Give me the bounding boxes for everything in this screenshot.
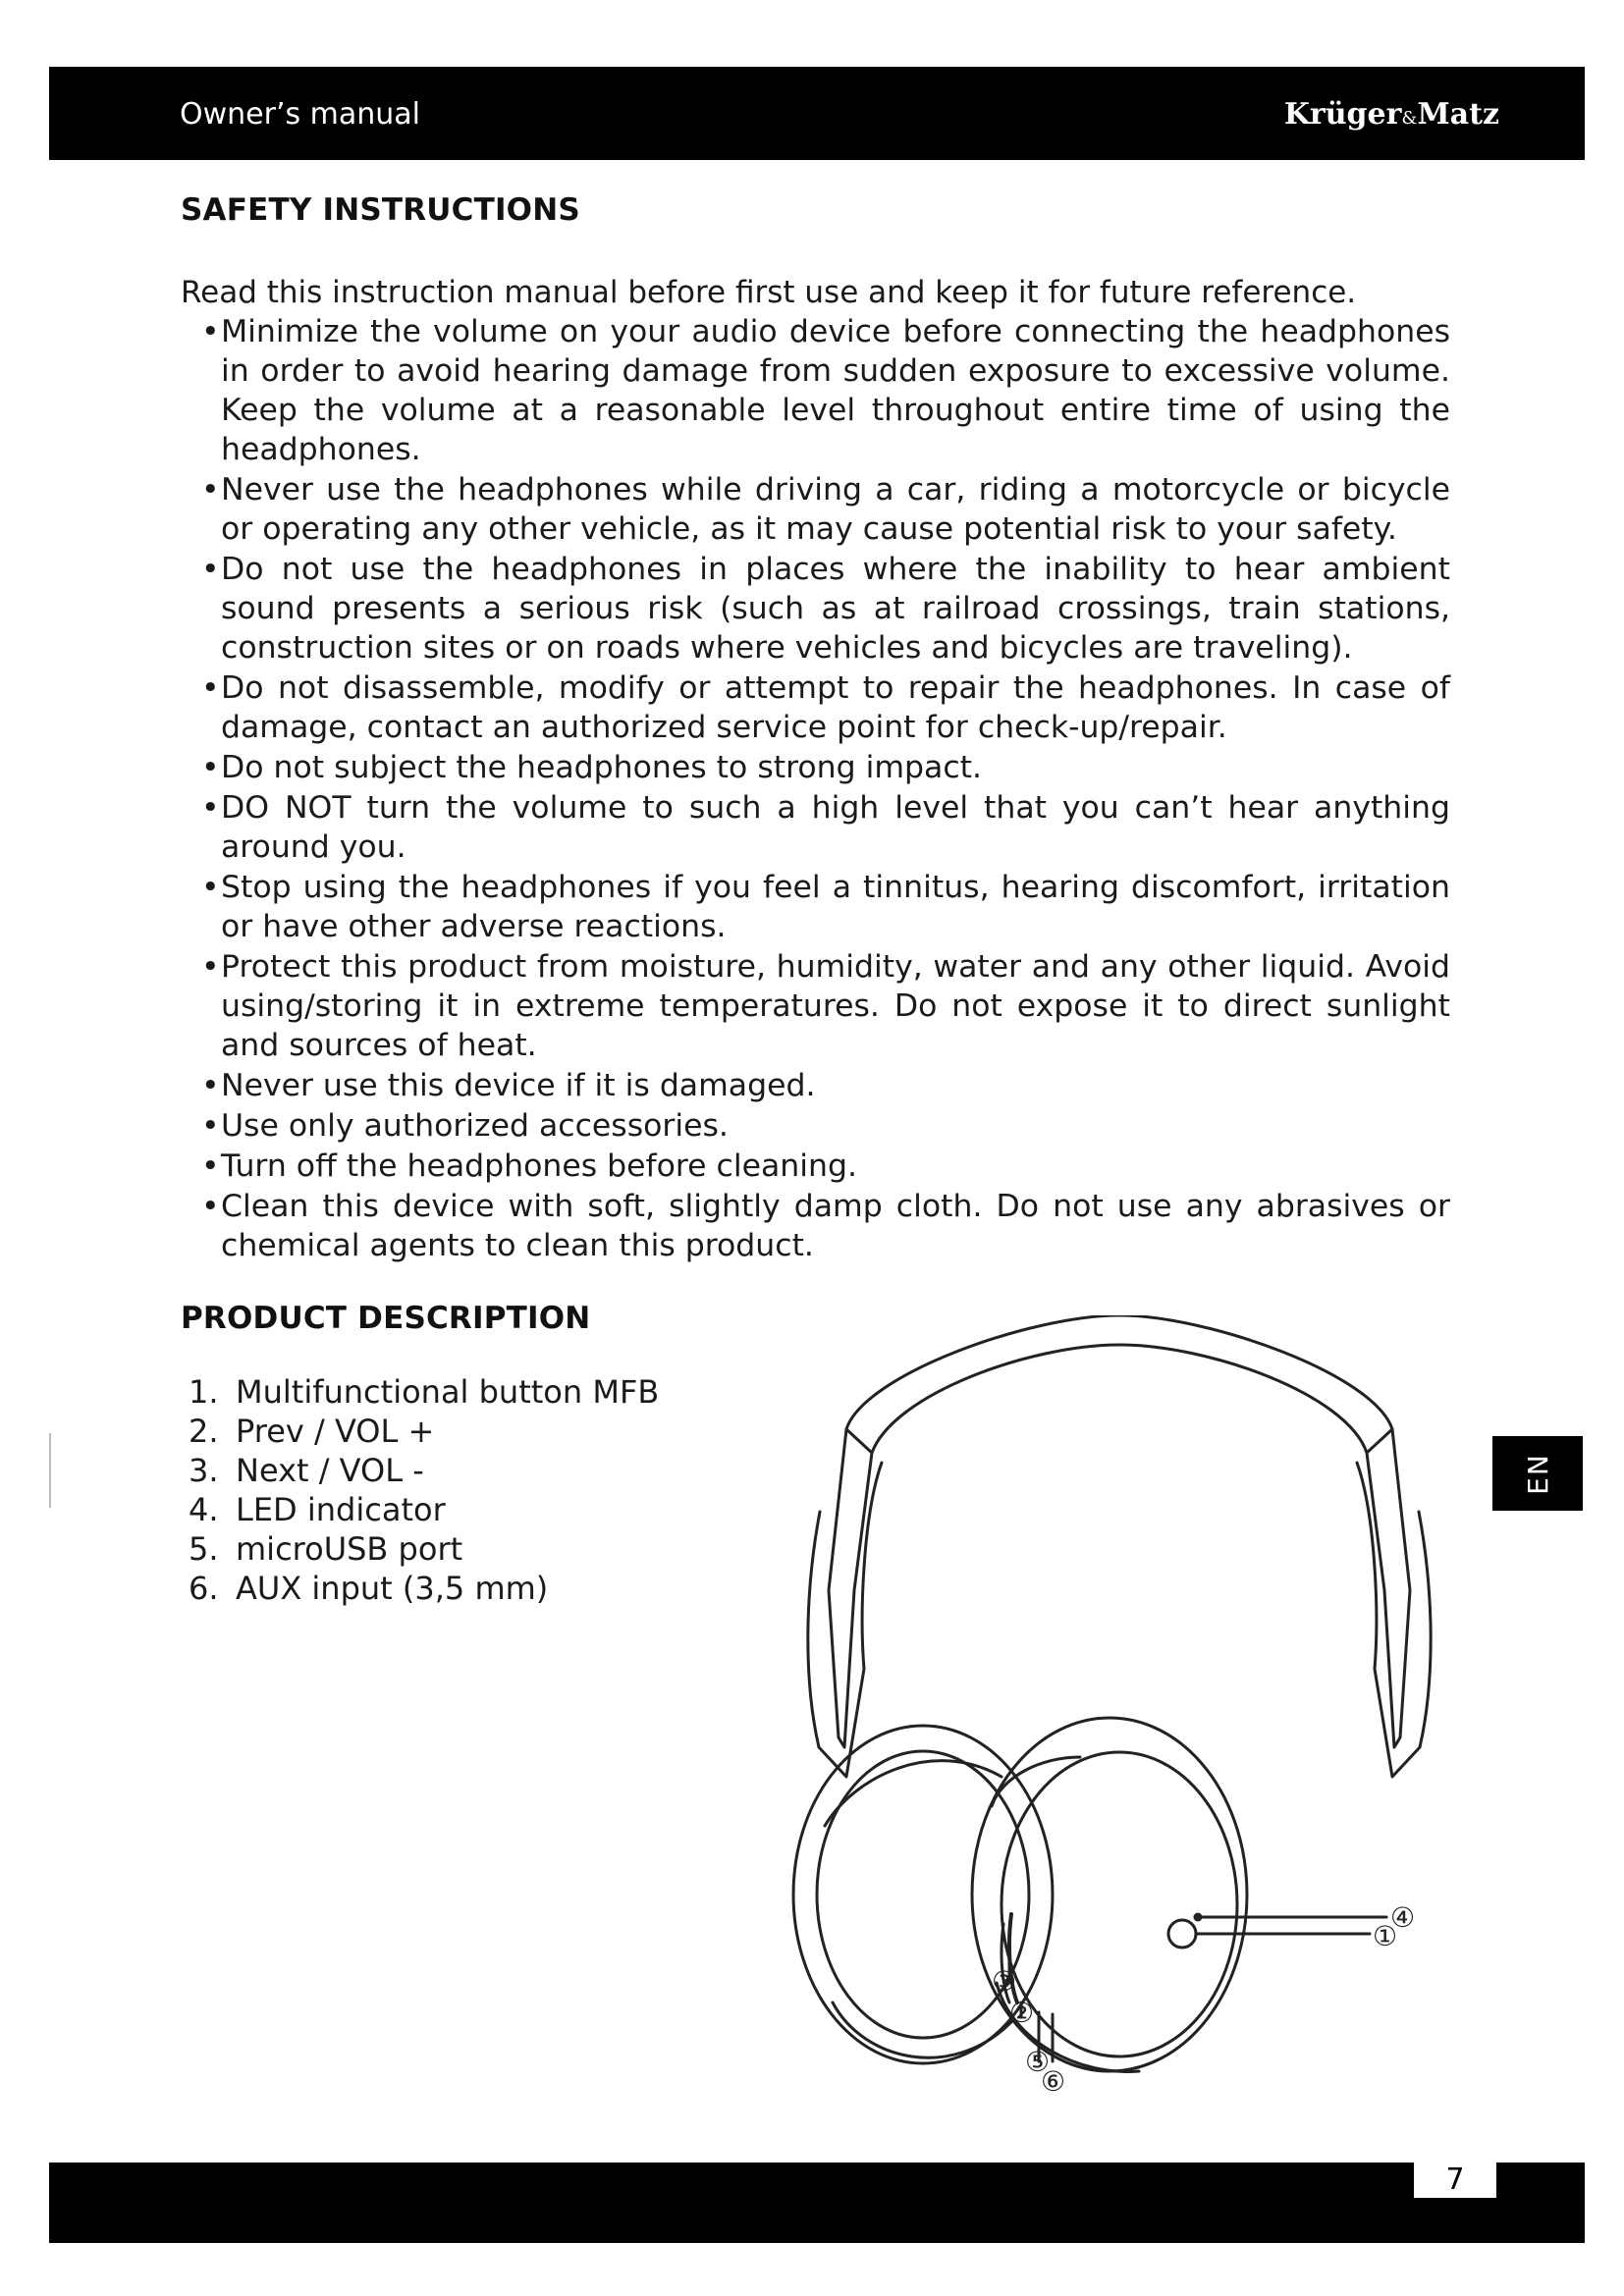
feature-label: Multifunctional button MFB bbox=[236, 1373, 660, 1411]
page-number: 7 bbox=[1414, 2163, 1496, 2198]
headband-inner bbox=[872, 1345, 1367, 1453]
safety-list bbox=[201, 312, 1450, 1266]
feature-label: AUX input (3,5 mm) bbox=[236, 1570, 549, 1607]
callout-2: ② bbox=[1009, 1997, 1035, 2029]
right-slider bbox=[1367, 1429, 1410, 1747]
brand-logo-amp: & bbox=[1401, 108, 1418, 129]
safety-item: • Clean this device with soft, slightly damp cloth. Do not use any abrasives or chemical agents to clean this product. bbox=[201, 1187, 1450, 1265]
feature-number: 5. bbox=[189, 1530, 219, 1568]
callout-6: ⑥ bbox=[1041, 2065, 1066, 2098]
callout-4: ④ bbox=[1390, 1901, 1416, 1934]
safety-intro: Read this instruction manual before first use and keep it for future reference. bbox=[181, 275, 1357, 310]
feature-item bbox=[189, 1490, 659, 1529]
brand-logo-part1: Krüger bbox=[1283, 97, 1402, 132]
mfb-button bbox=[1168, 1920, 1196, 1948]
safety-item: • Never use the headphones while driving a car, riding a motorcycle or bicycle or operating any other vehicle, as it may cause potential risk to your safety. bbox=[201, 470, 1450, 549]
headphones-illustration bbox=[785, 1315, 1453, 2120]
feature-label: Next / VOL - bbox=[236, 1452, 424, 1489]
safety-item: • Minimize the volume on your audio device before connecting the headphones in order to avoid hearing damage from sudden exposure to excessive volume. Keep the volume at a reasonable level throughout entire time of using the headphones. bbox=[201, 312, 1450, 469]
feature-number: 3. bbox=[189, 1452, 219, 1489]
feature-number: 4. bbox=[189, 1491, 219, 1528]
feature-label: LED indicator bbox=[236, 1491, 446, 1528]
feature-number: 6. bbox=[189, 1570, 219, 1607]
callout-5: ⑤ bbox=[1025, 2046, 1051, 2078]
safety-item: • DO NOT turn the volume to such a high level that you can’t hear anything around you. bbox=[201, 788, 1450, 867]
feature-label: Prev / VOL + bbox=[236, 1413, 435, 1450]
left-slider bbox=[829, 1429, 872, 1747]
safety-item: • Do not disassemble, modify or attempt to repair the headphones. In case of damage, contact an authorized service point for check-up/repair. bbox=[201, 668, 1450, 747]
safety-item: • Turn off the headphones before cleaning. bbox=[201, 1147, 1450, 1186]
safety-item: • Protect this product from moisture, humidity, water and any other liquid. Avoid using/storing it in extreme temperatures. Do not expose it to direct sunlight and sources of heat. bbox=[201, 947, 1450, 1065]
header-bar bbox=[49, 67, 1585, 160]
brand-logo bbox=[1284, 97, 1499, 132]
feature-item bbox=[189, 1451, 659, 1490]
callout-3: ③ bbox=[992, 1965, 1017, 1998]
safety-item: • Do not subject the headphones to strong impact. bbox=[201, 748, 1450, 787]
feature-item bbox=[189, 1569, 659, 1608]
header-title: Owner’s manual bbox=[180, 97, 421, 132]
feature-number: 1. bbox=[189, 1373, 219, 1411]
safety-item: • Do not use the headphones in places where the inability to hear ambient sound presents a serious risk (such as at railroad crossings, train stations, construction sites or on roads where vehicles and bicycles are traveling). bbox=[201, 550, 1450, 667]
headband-outer bbox=[846, 1315, 1392, 1429]
language-tab bbox=[1492, 1436, 1583, 1511]
safety-item: • Never use this device if it is damaged. bbox=[201, 1066, 1450, 1105]
feature-number: 2. bbox=[189, 1413, 219, 1450]
feature-item bbox=[189, 1412, 659, 1451]
feature-item bbox=[189, 1372, 659, 1412]
right-earcup-inner bbox=[1001, 1752, 1237, 2056]
brand-logo-part2: Matz bbox=[1417, 97, 1499, 132]
callout-1: ① bbox=[1373, 1920, 1398, 1952]
feature-label: microUSB port bbox=[236, 1530, 463, 1568]
product-heading: PRODUCT DESCRIPTION bbox=[181, 1301, 591, 1336]
safety-item: • Stop using the headphones if you feel a tinnitus, hearing discomfort, irritation or have other adverse reactions. bbox=[201, 868, 1450, 946]
footer-bar bbox=[49, 2163, 1585, 2243]
language-tab-label: EN bbox=[1521, 1452, 1554, 1495]
safety-heading: SAFETY INSTRUCTIONS bbox=[181, 192, 580, 228]
feature-list bbox=[189, 1372, 659, 1608]
margin-line bbox=[49, 1433, 51, 1508]
feature-item bbox=[189, 1529, 659, 1569]
safety-item: • Use only authorized accessories. bbox=[201, 1106, 1450, 1146]
